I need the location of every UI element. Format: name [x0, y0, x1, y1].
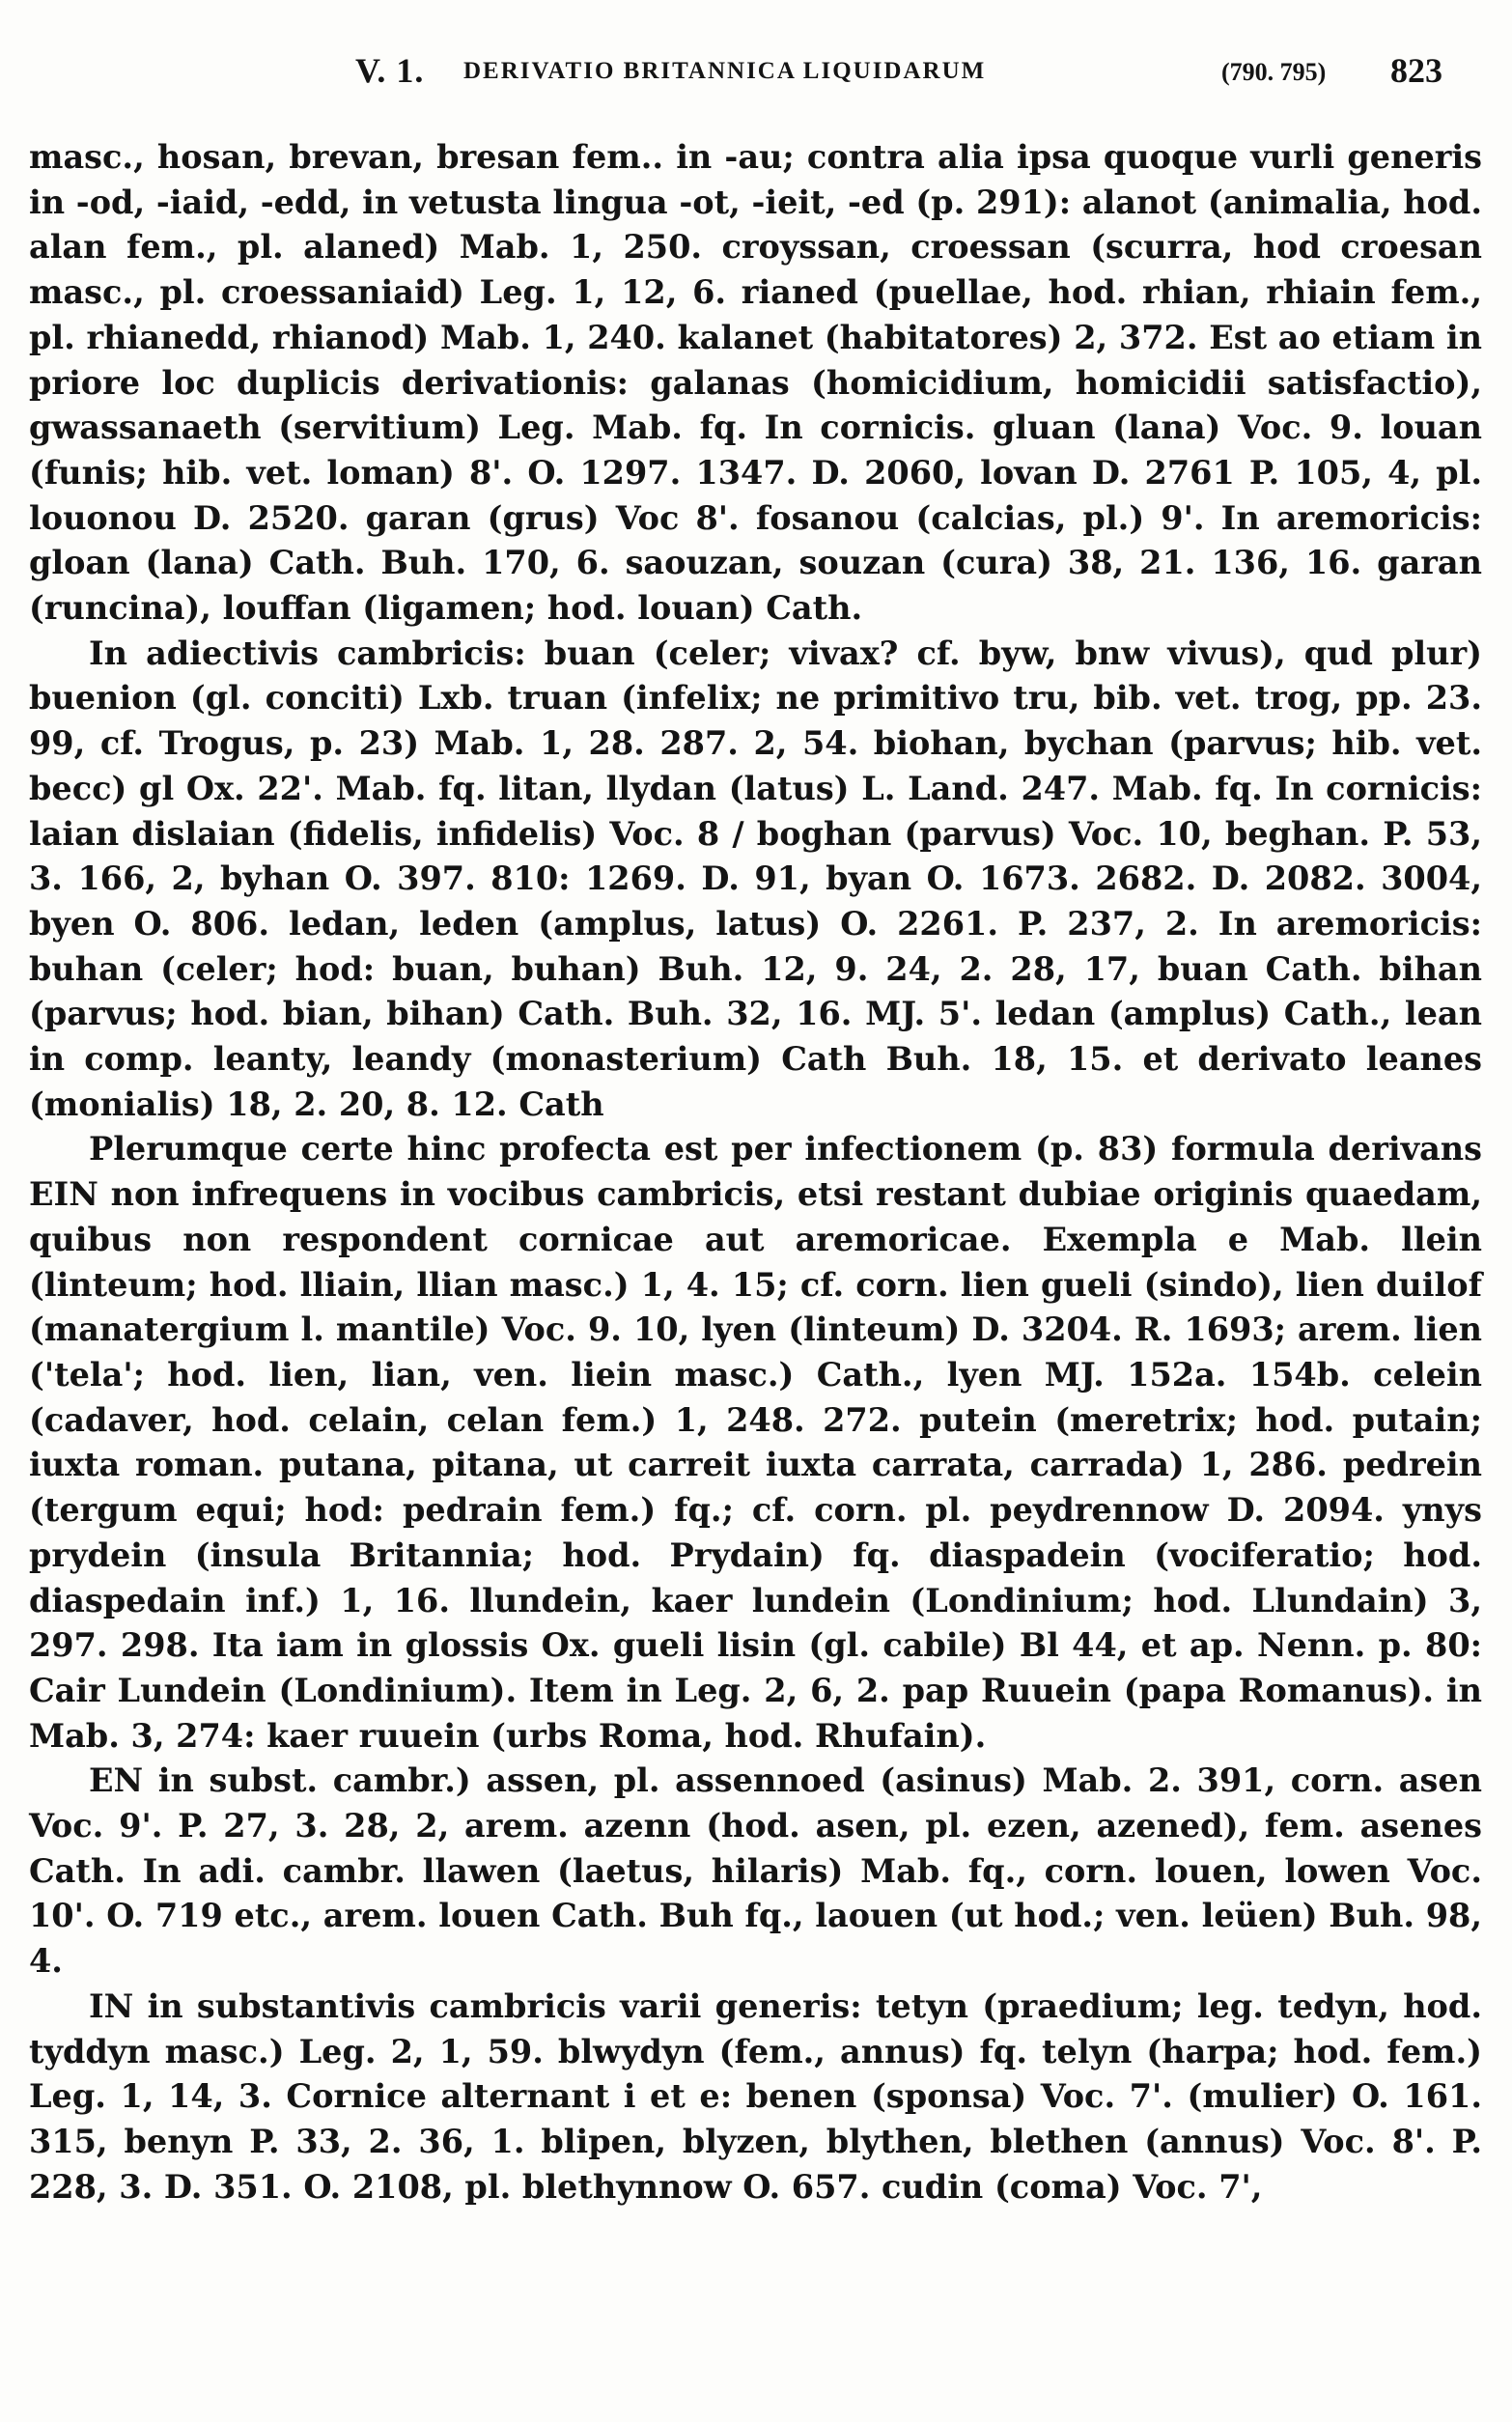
- paragraph: IN in substantivis cambricis varii generis: tetyn (praedium; leg. tedyn, hod. tyddyn masc.) Leg. 2, 1, 59. blwydyn (fem., annus) fq. telyn (harpa; hod. fem.) Leg. 1, 14, 3. Cornice alternant i et e: benen (sponsa) Voc. 7'. (mulier) O. 161. 315, benyn P. 33, 2. 36, 1. blipen, blyzen, blythen, blethen (annus) Voc. 8'. P. 228, 3. D. 351. O. 2108, pl. blethynnow O. 657. cudin (coma) Voc. 7',: [29, 1986, 1482, 2206]
- volume-marker: V. 1.: [355, 51, 425, 90]
- paragraph: masc., hosan, brevan, bresan fem.. in -au; contra alia ipsa quoque vurli generis in -od, -iaid, -edd, in vetusta lingua -ot, -ieit, -ed (p. 291): alanot (animalia, hod. alan fem., pl. alaned) Mab. 1, 250. croyssan, croessan (scurra, hod croesan masc., pl. croessaniaid) Leg. 1, 12, 6. rianed (puellae, hod. rhian, rhiain fem., pl. rhianedd, rhianod) Mab. 1, 240. kalanet (habitatores) 2, 372. Est ao etiam in priore loc duplicis derivationis: galanas (homicidium, homicidii satisfactio), gwassanaeth (servitium) Leg. Mab. fq. In cornicis. gluan (lana) Voc. 9. louan (funis; hib. vet. loman) 8'. O. 1297. 1347. D. 2060, lovan D. 2761 P. 105, 4, pl. louonou D. 2520. garan (grus) Voc 8'. fosanou (calcias, pl.) 9'. In aremoricis: gloan (lana) Cath. Buh. 170, 6. saouzan, souzan (cura) 38, 21. 136, 16. garan (runcina), louffan (ligamen; hod. louan) Cath.: [29, 138, 1482, 628]
- body-text: [29, 135, 1482, 2210]
- paragraph: In adiectivis cambricis: buan (celer; vivax? cf. byw, bnw vivus), qud plur) buenion (gl. conciti) Lxb. truan (infelix; ne primitivo tru, bib. vet. trog, pp. 23. 99, cf. Trogus, p. 23) Mab. 1, 28. 287. 2, 54. biohan, bychan (parvus; hib. vet. becc) gl Ox. 22'. Mab. fq. litan, llydan (latus) L. Land. 247. Mab. fq. In cornicis: laian dislaian (fidelis, infidelis) Voc. 8 / boghan (parvus) Voc. 10, beghan. P. 53, 3. 166, 2, byhan O. 397. 810: 1269. D. 91, byan O. 1673. 2682. D. 2082. 3004, byen O. 806. ledan, leden (amplus, latus) O. 2261. P. 237, 2. In aremoricis: buhan (celer; hod: buan, buhan) Buh. 12, 9. 24, 2. 28, 17, buan Cath. bihan (parvus; hod. bian, bihan) Cath. Buh. 32, 16. MJ. 5'. ledan (amplus) Cath., lean in comp. leanty, leandy (monasterium) Cath Buh. 18, 15. et derivato leanes (monialis) 18, 2. 20, 8. 12. Cath: [29, 634, 1482, 1123]
- running-title: DERIVATIO BRITANNICA LIQUIDARUM: [463, 58, 987, 84]
- paragraph: EN in subst. cambr.) assen, pl. assennoed (asinus) Mab. 2. 391, corn. asen Voc. 9'. P. 27, 3. 28, 2, arem. azenn (hod. asen, pl. ezen, azened), fem. asenes Cath. In adi. cambr. llawen (laetus, hilaris) Mab. fq., corn. louen, lowen Voc. 10'. O. 719 etc., arem. louen Cath. Buh fq., laouen (ut hod.; ven. leüen) Buh. 98, 4.: [29, 1761, 1482, 1981]
- running-head: [39, 50, 1473, 89]
- page-number: 823: [1390, 51, 1442, 90]
- column-range: (790. 795): [1221, 58, 1327, 86]
- paragraph: Plerumque certe hinc profecta est per infectionem (p. 83) formula derivans EIN non infrequens in vocibus cambricis, etsi restant dubiae originis quaedam, quibus non respondent cornicae aut aremoricae. Exempla e Mab. llein (linteum; hod. lliain, llian masc.) 1, 4. 15; cf. corn. lien gueli (sindo), lien duilof (manatergium l. mantile) Voc. 9. 10, lyen (linteum) D. 3204. R. 1693; arem. lien ('tela'; hod. lien, lian, ven. liein masc.) Cath., lyen MJ. 152a. 154b. celein (cadaver, hod. celain, celan fem.) 1, 248. 272. putein (meretrix; hod. putain; iuxta roman. putana, pitana, ut carreit iuxta carrata, carrada) 1, 286. pedrein (tergum equi; hod: pedrain fem.) fq.; cf. corn. pl. peydrennow D. 2094. ynys prydein (insula Britannia; hod. Prydain) fq. diaspadein (vociferatio; hod. diaspedain inf.) 1, 16. llundein, kaer lundein (Londinium; hod. Llundain) 3, 297. 298. Ita iam in glossis Ox. gueli lisin (gl. cabile) Bl 44, et ap. Nenn. p. 80: Cair Lundein (Londinium). Item in Leg. 2, 6, 2. pap Ruuein (papa Romanus). in Mab. 3, 274: kaer ruuein (urbs Roma, hod. Rhufain).: [29, 1130, 1482, 1755]
